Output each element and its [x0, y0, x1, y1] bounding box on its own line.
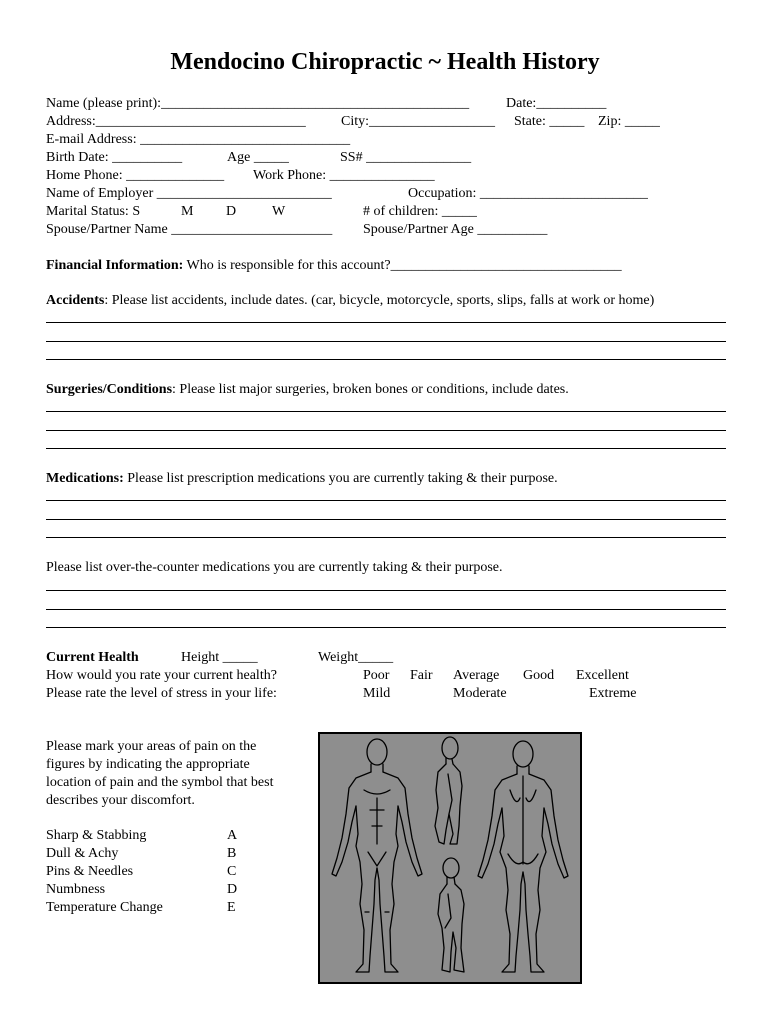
back-body-figure	[478, 741, 568, 972]
medications-line-1[interactable]	[46, 500, 726, 501]
medications-heading	[46, 470, 558, 488]
pain-instructions-4: describes your discomfort.	[46, 793, 195, 808]
stress-option-extreme[interactable]: Extreme	[589, 686, 637, 701]
medications-line-3[interactable]	[46, 537, 726, 538]
stress-question: Please rate the level of stress in your life:	[46, 686, 277, 701]
otc-line-2[interactable]	[46, 609, 726, 610]
medications-text: Please list prescription medications you are currently taking & their purpose.	[123, 471, 558, 486]
email-field[interactable]: E-mail Address: ______________________________	[46, 132, 351, 147]
state-field[interactable]: State: _____	[514, 114, 588, 129]
home-phone-field[interactable]: Home Phone: ______________	[46, 168, 228, 183]
health-option-fair[interactable]: Fair	[410, 668, 433, 683]
occupation-field[interactable]: Occupation: ________________________	[408, 186, 648, 201]
financial-text: Who is responsible for this account?_________________________________	[183, 258, 622, 273]
medications-label: Medications:	[46, 471, 124, 486]
accidents-line-3[interactable]	[46, 359, 726, 360]
stress-option-moderate[interactable]: Moderate	[453, 686, 507, 701]
pain-instructions-3: location of pain and the symbol that best	[46, 775, 274, 790]
birth-date-field[interactable]: Birth Date: __________	[46, 150, 183, 165]
symbol-label-numbness: Numbness	[46, 882, 106, 897]
stress-option-mild[interactable]: Mild	[363, 686, 391, 701]
accidents-text: : Please list accidents, include dates. (car, bicycle, motorcycle, sports, slips, falls at work or home)	[104, 293, 655, 308]
marital-option-d[interactable]: D	[226, 204, 237, 219]
symbol-label-pins: Pins & Needles	[46, 864, 134, 879]
zip-field[interactable]: Zip: _____	[598, 114, 660, 129]
height-field[interactable]: Height _____	[181, 650, 258, 665]
accidents-heading	[46, 292, 654, 310]
symbol-code-e: E	[227, 900, 236, 915]
symbol-label-dull: Dull & Achy	[46, 846, 119, 861]
pain-instructions-1: Please mark your areas of pain on the	[46, 739, 257, 754]
employer-field[interactable]: Name of Employer _________________________	[46, 186, 332, 201]
health-rating-question: How would you rate your current health?	[46, 668, 277, 683]
symbol-label-sharp: Sharp & Stabbing	[46, 828, 147, 843]
otc-line-3[interactable]	[46, 627, 726, 628]
marital-option-w[interactable]: W	[272, 204, 286, 219]
side-body-figure-lower	[438, 858, 464, 972]
otc-line-1[interactable]	[46, 590, 726, 591]
accidents-label: Accidents	[46, 293, 105, 308]
spouse-name-field[interactable]: Spouse/Partner Name _______________________	[46, 222, 336, 237]
side-body-figure-upper	[435, 737, 462, 844]
health-option-average[interactable]: Average	[453, 668, 500, 683]
medications-line-2[interactable]	[46, 519, 726, 520]
financial-label: Financial Information:	[46, 258, 184, 273]
surgeries-line-1[interactable]	[46, 411, 726, 412]
marital-status-label: Marital Status: S	[46, 204, 141, 219]
weight-field[interactable]: Weight_____	[318, 650, 394, 665]
symbol-code-a: A	[227, 828, 238, 843]
spouse-age-field[interactable]: Spouse/Partner Age __________	[363, 222, 548, 237]
address-field[interactable]: Address:______________________________	[46, 114, 310, 129]
surgeries-line-2[interactable]	[46, 430, 726, 431]
surgeries-heading	[46, 381, 569, 399]
otc-heading: Please list over-the-counter medications you are currently taking & their purpose.	[46, 560, 503, 575]
surgeries-line-3[interactable]	[46, 448, 726, 449]
health-option-excellent[interactable]: Excellent	[576, 668, 629, 683]
front-body-figure	[332, 739, 422, 972]
pain-instructions-2: figures by indicating the appropriate	[46, 757, 250, 772]
symbol-label-temperature: Temperature Change	[46, 900, 163, 915]
body-diagram[interactable]	[318, 732, 582, 984]
children-field[interactable]: # of children: _____	[363, 204, 477, 219]
surgeries-label: Surgeries/Conditions	[46, 382, 173, 397]
current-health-label: Current Health	[46, 650, 139, 665]
symbol-code-c: C	[227, 864, 237, 879]
health-option-poor[interactable]: Poor	[363, 668, 390, 683]
marital-option-m[interactable]: M	[181, 204, 194, 219]
accidents-line-1[interactable]	[46, 322, 726, 323]
city-field[interactable]: City:__________________	[341, 114, 499, 129]
financial-section[interactable]	[46, 257, 622, 275]
accidents-line-2[interactable]	[46, 341, 726, 342]
work-phone-field[interactable]: Work Phone: _______________	[253, 168, 435, 183]
name-field[interactable]: Name (please print):____________________________________________	[46, 96, 473, 111]
surgeries-text: : Please list major surgeries, broken bones or conditions, include dates.	[172, 382, 569, 397]
ss-field[interactable]: SS# _______________	[340, 150, 472, 165]
symbol-code-d: D	[227, 882, 238, 897]
symbol-code-b: B	[227, 846, 237, 861]
date-field[interactable]: Date:__________	[506, 96, 607, 111]
health-option-good[interactable]: Good	[523, 668, 555, 683]
form-title: Mendocino Chiropractic ~ Health History	[170, 49, 600, 75]
age-field[interactable]: Age _____	[227, 150, 289, 165]
